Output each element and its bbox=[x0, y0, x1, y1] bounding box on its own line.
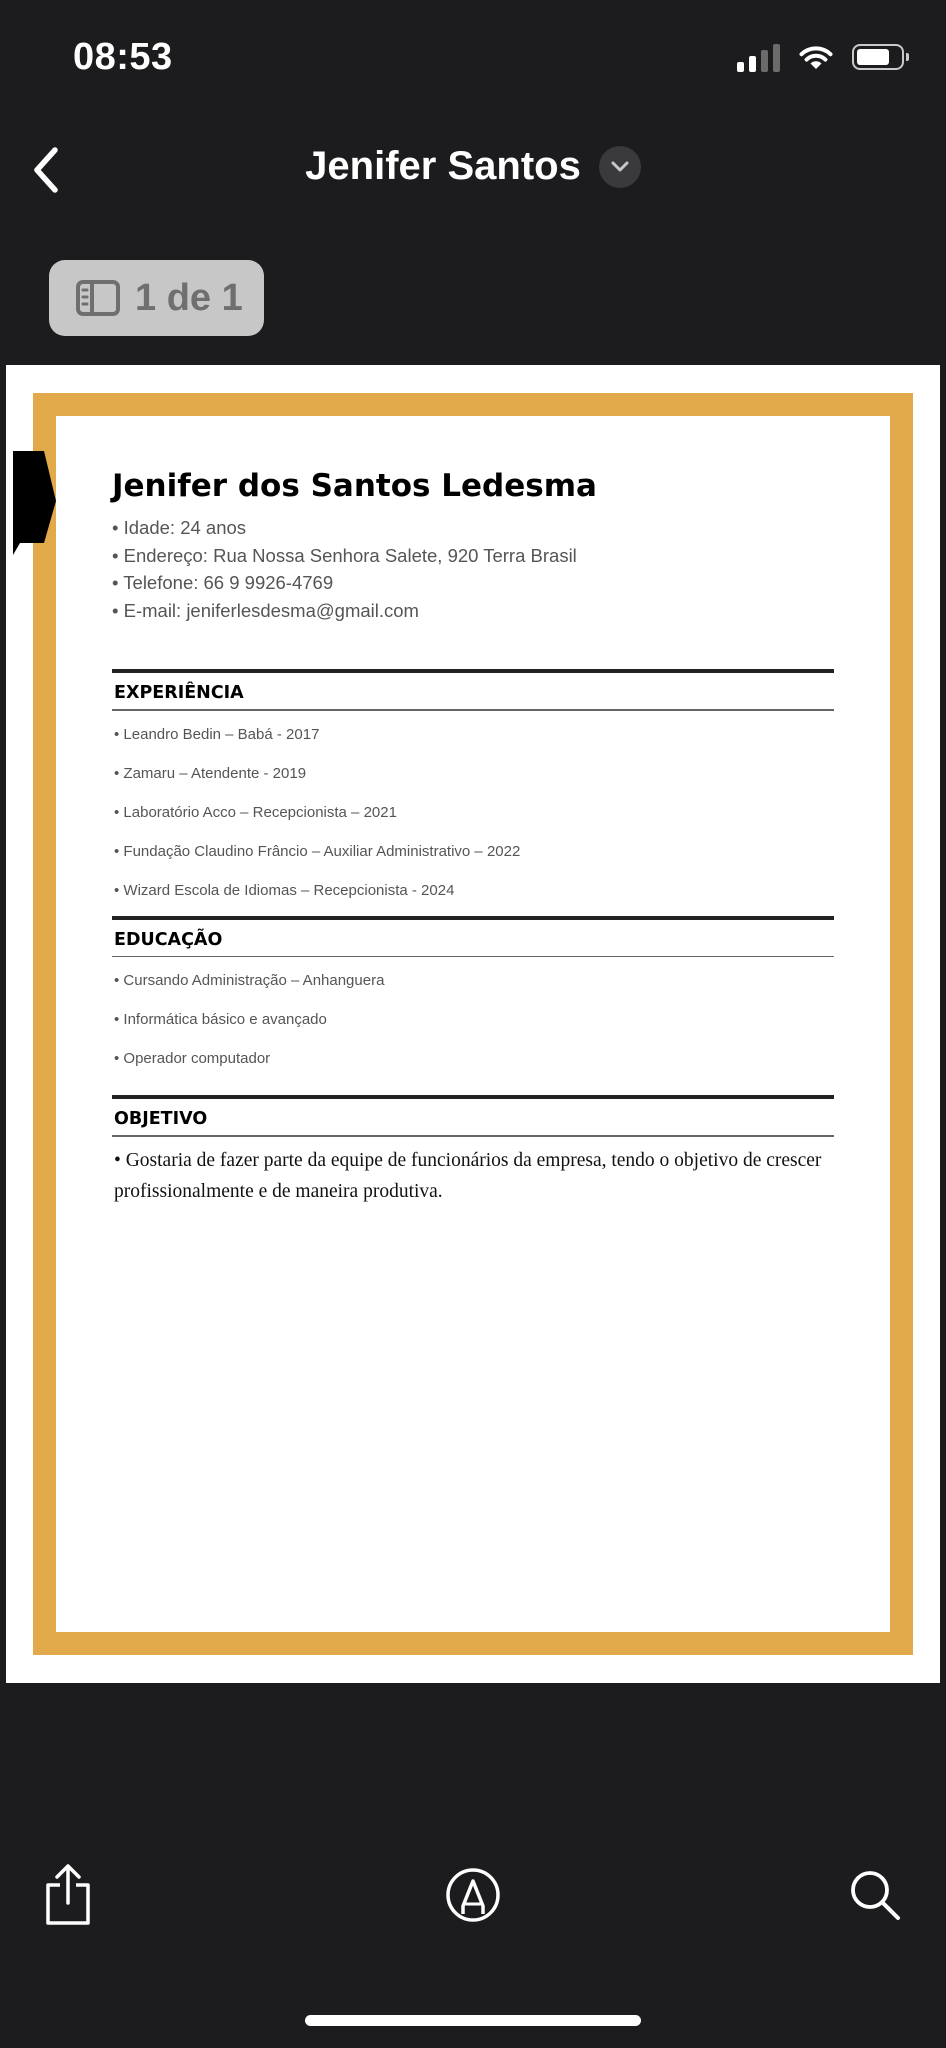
search-icon bbox=[846, 1866, 904, 1924]
page-counter-button[interactable] bbox=[49, 260, 264, 336]
wifi-icon bbox=[798, 43, 834, 71]
experience-item: • Leandro Bedin – Babá - 2017 bbox=[114, 725, 320, 743]
experience-item: • Fundação Claudino Frâncio – Auxiliar Administrativo – 2022 bbox=[114, 842, 521, 860]
status-icons bbox=[737, 42, 904, 72]
title-menu-button[interactable] bbox=[599, 146, 641, 188]
experience-section bbox=[112, 669, 834, 910]
experience-item: • Laboratório Acco – Recepcionista – 2021 bbox=[114, 803, 397, 821]
sidebar-icon bbox=[75, 279, 121, 317]
status-time: 08:53 bbox=[73, 36, 173, 78]
page-counter-label: 1 de 1 bbox=[135, 276, 243, 319]
contact-list bbox=[112, 514, 834, 624]
section-title: EXPERIÊNCIA bbox=[114, 683, 244, 703]
education-item: • Informática básico e avançado bbox=[114, 1011, 327, 1028]
share-icon bbox=[42, 1863, 94, 1927]
objective-section bbox=[112, 1095, 834, 1207]
battery-icon bbox=[852, 44, 904, 70]
bottom-toolbar bbox=[0, 1860, 946, 1960]
status-bar bbox=[0, 0, 946, 120]
nav-title[interactable]: Jenifer Santos bbox=[305, 144, 581, 188]
education-section bbox=[112, 916, 834, 1079]
section-title: EDUCAÇÃO bbox=[114, 929, 223, 950]
contact-age: • Idade: 24 anos bbox=[112, 517, 247, 538]
education-item: • Operador computador bbox=[114, 1050, 271, 1067]
title-wrap bbox=[0, 144, 946, 189]
education-item: • Cursando Administração – Anhanguera bbox=[114, 972, 385, 989]
section-title: OBJETIVO bbox=[114, 1109, 208, 1129]
contact-address: • Endereço: Rua Nossa Senhora Salete, 920 Terra Brasil bbox=[112, 544, 577, 566]
resume-name: Jenifer dos Santos Ledesma bbox=[112, 468, 597, 504]
objective-text: • Gostaria de fazer parte da equipe de funcionários da empresa, tendo o objetivo de crescer profissionalmente e de maneira produtiva. bbox=[114, 1149, 822, 1202]
home-indicator[interactable] bbox=[305, 2015, 641, 2026]
search-button[interactable] bbox=[840, 1860, 910, 1930]
markup-pen-icon bbox=[444, 1866, 502, 1924]
experience-item: • Wizard Escola de Idiomas – Recepcionista - 2024 bbox=[114, 881, 455, 899]
contact-phone: • Telefone: 66 9 9926-4769 bbox=[112, 572, 334, 593]
experience-item: • Zamaru – Atendente - 2019 bbox=[114, 764, 307, 782]
contact-email: • E-mail: jeniferlesdesma@gmail.com bbox=[112, 599, 419, 621]
chevron-down-icon bbox=[610, 160, 630, 174]
bookmark-tab-icon bbox=[12, 451, 56, 555]
cellular-signal-icon bbox=[737, 42, 780, 72]
share-button[interactable] bbox=[33, 1860, 103, 1930]
markup-button[interactable] bbox=[438, 1860, 508, 1930]
nav-bar bbox=[0, 120, 946, 220]
resume bbox=[112, 468, 834, 1207]
